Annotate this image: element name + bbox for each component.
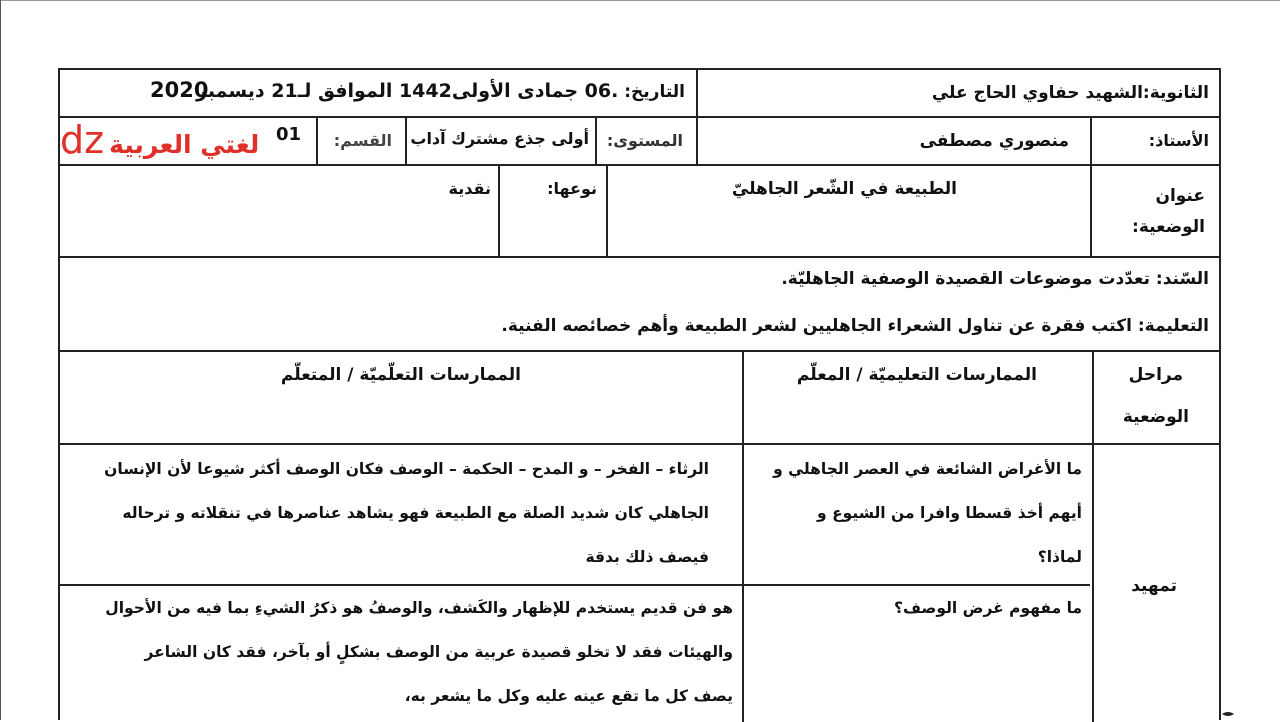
corner-mark-icon	[1220, 710, 1236, 718]
rule	[742, 350, 744, 722]
rule	[60, 443, 1219, 445]
student-answer-1: الرثاء – الفخر – و المدح – الحكمة – الوصف فكان الوصف أكثر شيوعا لأن الإنسان الجاهلي كان شديد الصلة مع الطبيعة فهو يشاهد عناصرها في تنقلاته و ترحاله فيصف ذلك بدقة	[104, 460, 709, 566]
stages-header-1: مراحل	[1128, 365, 1183, 385]
rule	[316, 116, 318, 164]
teacher-question-1: ما الأغراض الشائعة في العصر الجاهلي و أيهم أخذ قسطا وافرا من الشيوع و لماذا؟	[773, 460, 1082, 566]
section-value: 01	[276, 124, 302, 145]
rule	[498, 164, 500, 256]
teacher-question-2: ما مفهوم غرض الوصف؟	[893, 599, 1082, 617]
teacher-label: الأستاذ:	[1148, 131, 1209, 150]
date-label: التاريخ:	[624, 82, 685, 102]
instruction-text: التعليمة: اكتب فقرة عن تناول الشعراء الجاهليين لشعر الطبيعة وأهم خصائصه الفنية.	[501, 316, 1209, 336]
student-answer-2: هو فن قديم يستخدم للإظهار والكَشف، والوصفُ هو ذكرُ الشيءِ بما فيه من الأحوال والهيئات فقد لا تخلو قصيدة عربية من الوصف بشكلٍ أو بآخر، فقد كان الشاعر يصف كل ما تقع عينه عليه وكل ما يشعر به،	[105, 599, 733, 705]
watermark-arabic: لغتي العربية	[109, 130, 260, 159]
section-label: القسم:	[333, 131, 392, 150]
rule	[595, 116, 597, 164]
type-value: نقدية	[448, 179, 491, 198]
stages-header-2: الوضعية	[1122, 407, 1189, 427]
site-watermark	[60, 118, 290, 174]
rule	[1092, 350, 1094, 722]
type-label: نوعها:	[547, 179, 597, 198]
rule	[1090, 116, 1092, 164]
top-edge	[0, 0, 1280, 1]
situation-title: الطبيعة في الشّعر الجاهليّ	[731, 179, 957, 199]
date-value: .06 جمادى الأولى1442 الموافق لـ21 ديسمبر	[196, 80, 619, 102]
rule	[696, 70, 698, 164]
learning-header: الممارسات التعلّميّة / المتعلّم	[280, 365, 521, 385]
level-label: المستوى:	[606, 131, 683, 150]
situation-title-label-2: الوضعية:	[1132, 217, 1205, 237]
rule	[606, 164, 608, 256]
rule	[60, 256, 1219, 258]
date-line	[196, 80, 685, 103]
stage-name: تمهيد	[1131, 576, 1177, 596]
date-year: 2020	[150, 78, 209, 102]
teacher-name: منصوري مصطفى	[919, 131, 1069, 151]
watermark-latin: dz	[60, 118, 105, 162]
left-edge	[0, 0, 1, 720]
rule	[1090, 164, 1092, 256]
sanad-text: السّند: تعدّدت موضوعات القصيدة الوصفية الجاهليّة.	[781, 269, 1209, 289]
school-name: الثانوية:الشهيد حفاوي الحاج علي	[931, 83, 1209, 103]
rule	[60, 350, 1219, 352]
level-value: أولى جذع مشترك آداب	[410, 129, 589, 148]
rule	[405, 116, 407, 164]
teaching-header: الممارسات التعليميّة / المعلّم	[796, 365, 1037, 385]
situation-title-label-1: عنوان	[1155, 186, 1205, 206]
